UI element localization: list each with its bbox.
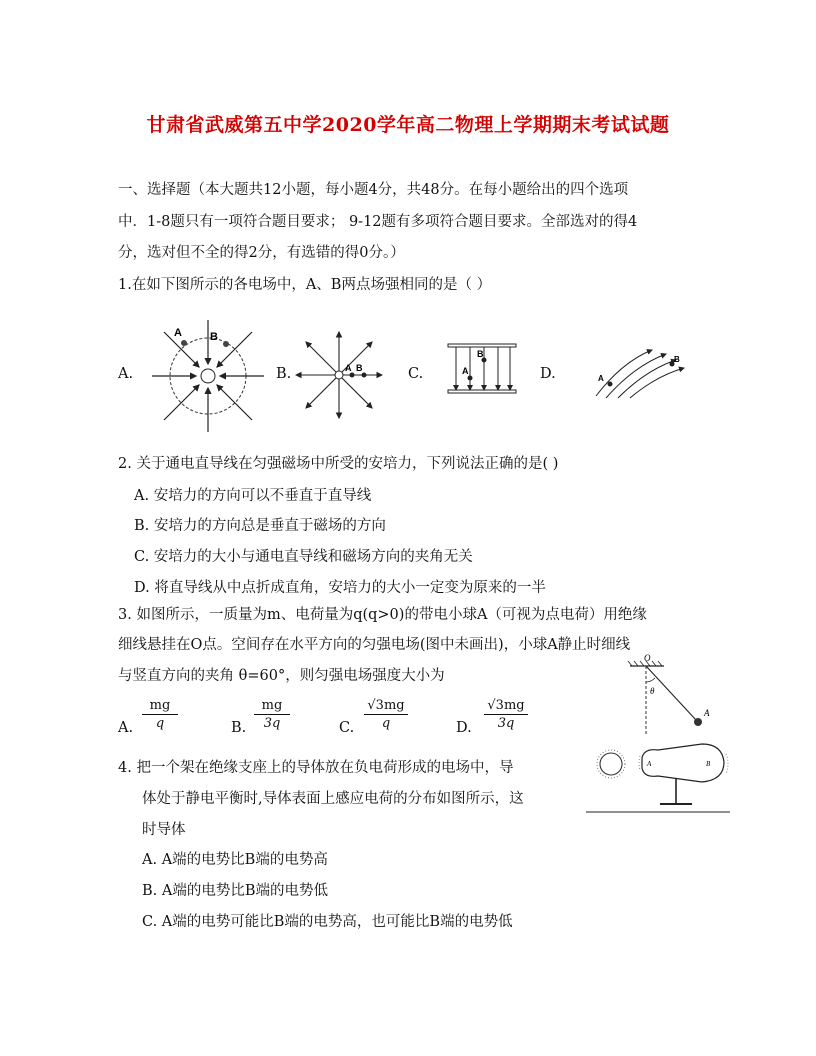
q4-stem-line3: 时导体 [142,822,186,838]
q1-fig-d-label-b: B [674,355,680,364]
q1-option-a-label: A. [118,366,134,382]
q1-fig-b-label-b: B [356,363,363,373]
q3-option-b-label: B. [231,720,247,736]
q4-option-c: C. A端的电势可能比B端的电势高，也可能比B端的电势低 [142,914,513,930]
section-instructions-line3: 分，选对但不全的得2分，有选错的得0分。） [118,245,405,261]
page-title: 甘肃省武威第五中学2020学年高二物理上学期期末考试试题 [146,114,670,136]
q4-option-a: A. A端的电势比B端的电势高 [142,852,328,868]
q3-option-d-label: D. [456,720,472,736]
q1-fig-a-label-a: A [174,327,182,339]
q3-fig-label-o: O [644,653,651,663]
q3-option-c-fraction [364,698,408,731]
q3-option-d-fraction [484,698,528,731]
q1-fig-c-label-b: B [477,349,484,359]
q3-fig-label-a: A [704,708,710,718]
q3-option-a-numerator: mg [142,698,178,715]
q1-option-c-label: C. [408,366,424,382]
q3-option-d-numerator: √3mg [484,698,528,715]
q3-stem-line2: 细线悬挂在O点。空间存在水平方向的匀强电场(图中未画出)，小球A静止时细线 [118,637,631,653]
q1-figure-b [294,330,384,420]
q1-figure-d [592,340,688,400]
q3-option-d-denominator: 3q [497,716,515,731]
q3-option-b-fraction [254,698,290,731]
q1-fig-a-label-b: B [210,331,218,343]
q3-pendulum-figure [624,652,718,738]
q3-option-c-denominator: q [381,716,391,731]
q3-option-b-numerator: mg [254,698,290,715]
q2-option-b: B. 安培力的方向总是垂直于磁场的方向 [134,518,386,534]
q4-fig-label-a: A [647,760,652,768]
q1-figure-a [150,318,268,436]
q4-conductor-figure [584,742,730,814]
q1-stem: 1.在如下图所示的各电场中，A、B两点场强相同的是（ ） [118,277,492,293]
q1-fig-b-label-a: A [345,363,352,373]
q1-option-b-label: B. [276,366,292,382]
q3-option-a-label: A. [118,720,134,736]
q3-option-a-fraction [142,698,178,731]
q3-option-b-denominator: 3q [263,716,281,731]
q3-option-a-denominator: q [155,716,165,731]
q3-fig-label-theta: θ [650,686,655,696]
q4-stem-line1: 4. 把一个架在绝缘支座上的导体放在负电荷形成的电场中，导 [118,760,514,776]
q4-stem-line2: 体处于静电平衡时,导体表面上感应电荷的分布如图所示，这 [142,791,524,807]
q2-option-d: D. 将直导线从中点折成直角，安培力的大小一定变为原来的一半 [134,580,546,596]
q2-stem: 2. 关于通电直导线在匀强磁场中所受的安培力，下列说法正确的是( ) [118,456,559,472]
q3-option-c-label: C. [339,720,355,736]
q2-option-a: A. 安培力的方向可以不垂直于直导线 [134,488,372,504]
section-instructions-line2: 中．1-8题只有一项符合题目要求； 9-12题有多项符合题目要求。全部选对的得4 [118,214,638,230]
q1-figure-c [446,340,518,400]
q4-fig-label-b: B [706,760,711,768]
q3-stem-line3: 与竖直方向的夹角 θ=60°，则匀强电场强度大小为 [118,668,445,684]
q3-option-c-numerator: √3mg [364,698,408,715]
section-instructions-line1: 一、选择题（本大题共12小题，每小题4分，共48分。在每小题给出的四个选项 [118,182,629,198]
q1-option-d-label: D. [540,366,556,382]
q4-option-b: B. A端的电势比B端的电势低 [142,883,328,899]
q1-fig-c-label-a: A [462,366,469,376]
q2-option-c: C. 安培力的大小与通电直导线和磁场方向的夹角无关 [134,549,473,565]
q1-fig-d-label-a: A [598,374,604,383]
q3-stem-line1: 3. 如图所示，一质量为m、电荷量为q(q>0)的带电小球A（可视为点电荷）用绝缘 [118,607,647,623]
